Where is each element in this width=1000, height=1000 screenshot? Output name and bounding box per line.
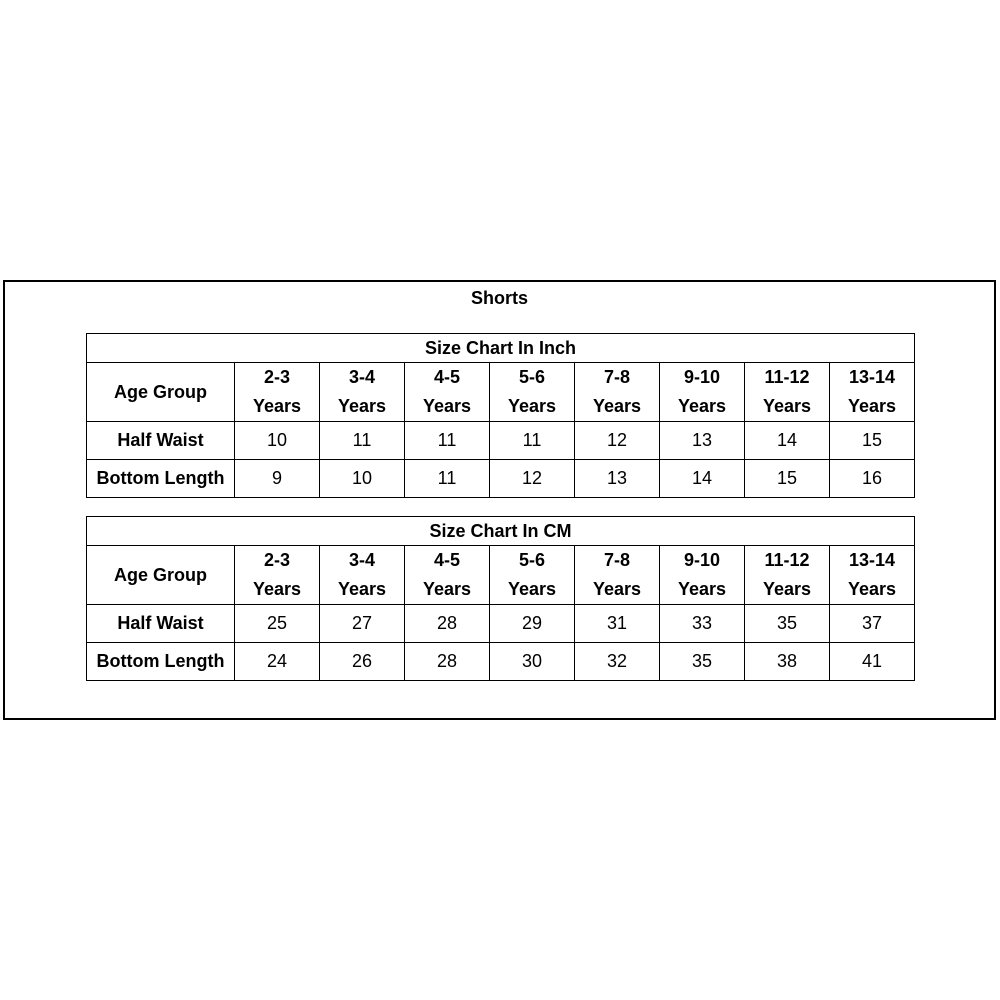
age-unit: Years <box>677 579 727 599</box>
age-unit: Years <box>762 579 812 599</box>
age-group-cell <box>490 546 575 605</box>
half-waist-row <box>87 605 915 643</box>
table-caption: Size Chart In CM <box>87 517 915 546</box>
size-table-cm <box>86 516 915 681</box>
age-group-cell <box>405 363 490 422</box>
age-range: 5-6 <box>518 367 545 387</box>
bottom-length-value: 16 <box>830 460 915 498</box>
row-label-age-group: Age Group <box>87 546 235 605</box>
age-range: 11-12 <box>764 367 810 387</box>
age-unit: Years <box>847 396 897 416</box>
age-group-cell <box>490 363 575 422</box>
age-group-cell <box>405 546 490 605</box>
bottom-length-value: 15 <box>745 460 830 498</box>
half-waist-value: 31 <box>575 605 660 643</box>
half-waist-value: 37 <box>830 605 915 643</box>
half-waist-value: 28 <box>405 605 490 643</box>
half-waist-value: 12 <box>575 422 660 460</box>
row-label-half-waist: Half Waist <box>87 422 235 460</box>
age-range: 2-3 <box>263 550 290 570</box>
age-group-cell <box>830 363 915 422</box>
age-range: 7-8 <box>603 550 630 570</box>
age-group-cell <box>575 546 660 605</box>
half-waist-value: 11 <box>490 422 575 460</box>
half-waist-value: 29 <box>490 605 575 643</box>
age-group-cell <box>235 546 320 605</box>
age-group-cell <box>320 363 405 422</box>
age-group-cell <box>575 363 660 422</box>
bottom-length-value: 13 <box>575 460 660 498</box>
bottom-length-value: 24 <box>235 643 320 681</box>
age-group-cell <box>745 546 830 605</box>
row-label-bottom-length: Bottom Length <box>87 643 235 681</box>
age-group-row <box>87 363 915 422</box>
half-waist-value: 33 <box>660 605 745 643</box>
caption-row <box>87 517 915 546</box>
bottom-length-value: 30 <box>490 643 575 681</box>
half-waist-value: 11 <box>320 422 405 460</box>
age-range: 3-4 <box>348 550 375 570</box>
age-range: 4-5 <box>433 367 460 387</box>
age-range: 13-14 <box>848 367 896 387</box>
half-waist-row <box>87 422 915 460</box>
age-unit: Years <box>337 396 387 416</box>
half-waist-value: 10 <box>235 422 320 460</box>
age-unit: Years <box>507 396 557 416</box>
half-waist-value: 15 <box>830 422 915 460</box>
age-range: 11-12 <box>764 550 810 570</box>
row-label-half-waist: Half Waist <box>87 605 235 643</box>
age-group-cell <box>660 363 745 422</box>
age-group-cell <box>660 546 745 605</box>
half-waist-value: 14 <box>745 422 830 460</box>
bottom-length-value: 41 <box>830 643 915 681</box>
age-range: 3-4 <box>348 367 375 387</box>
bottom-length-row <box>87 460 915 498</box>
size-table-inch <box>86 333 915 498</box>
age-unit: Years <box>252 579 302 599</box>
age-unit: Years <box>507 579 557 599</box>
row-label-age-group: Age Group <box>87 363 235 422</box>
bottom-length-value: 12 <box>490 460 575 498</box>
age-unit: Years <box>677 396 727 416</box>
age-range: 7-8 <box>603 367 630 387</box>
age-group-cell <box>745 363 830 422</box>
bottom-length-value: 35 <box>660 643 745 681</box>
age-range: 13-14 <box>848 550 896 570</box>
age-range: 4-5 <box>433 550 460 570</box>
caption-row <box>87 334 915 363</box>
age-group-cell <box>320 546 405 605</box>
bottom-length-value: 38 <box>745 643 830 681</box>
age-range: 2-3 <box>263 367 290 387</box>
bottom-length-value: 28 <box>405 643 490 681</box>
age-unit: Years <box>592 579 642 599</box>
bottom-length-row <box>87 643 915 681</box>
age-unit: Years <box>762 396 812 416</box>
age-range: 9-10 <box>683 550 721 570</box>
bottom-length-value: 14 <box>660 460 745 498</box>
bottom-length-value: 9 <box>235 460 320 498</box>
page-title: Shorts <box>470 288 528 308</box>
age-unit: Years <box>592 396 642 416</box>
row-label-bottom-length: Bottom Length <box>87 460 235 498</box>
half-waist-value: 11 <box>405 422 490 460</box>
bottom-length-value: 10 <box>320 460 405 498</box>
half-waist-value: 25 <box>235 605 320 643</box>
age-unit: Years <box>252 396 302 416</box>
age-unit: Years <box>847 579 897 599</box>
half-waist-value: 27 <box>320 605 405 643</box>
age-unit: Years <box>422 579 472 599</box>
size-chart-frame <box>3 280 996 720</box>
half-waist-value: 13 <box>660 422 745 460</box>
age-group-row <box>87 546 915 605</box>
age-range: 5-6 <box>518 550 545 570</box>
bottom-length-value: 26 <box>320 643 405 681</box>
age-unit: Years <box>422 396 472 416</box>
bottom-length-value: 11 <box>405 460 490 498</box>
age-range: 9-10 <box>683 367 721 387</box>
age-unit: Years <box>337 579 387 599</box>
table-caption: Size Chart In Inch <box>87 334 915 363</box>
bottom-length-value: 32 <box>575 643 660 681</box>
half-waist-value: 35 <box>745 605 830 643</box>
age-group-cell <box>235 363 320 422</box>
age-group-cell <box>830 546 915 605</box>
